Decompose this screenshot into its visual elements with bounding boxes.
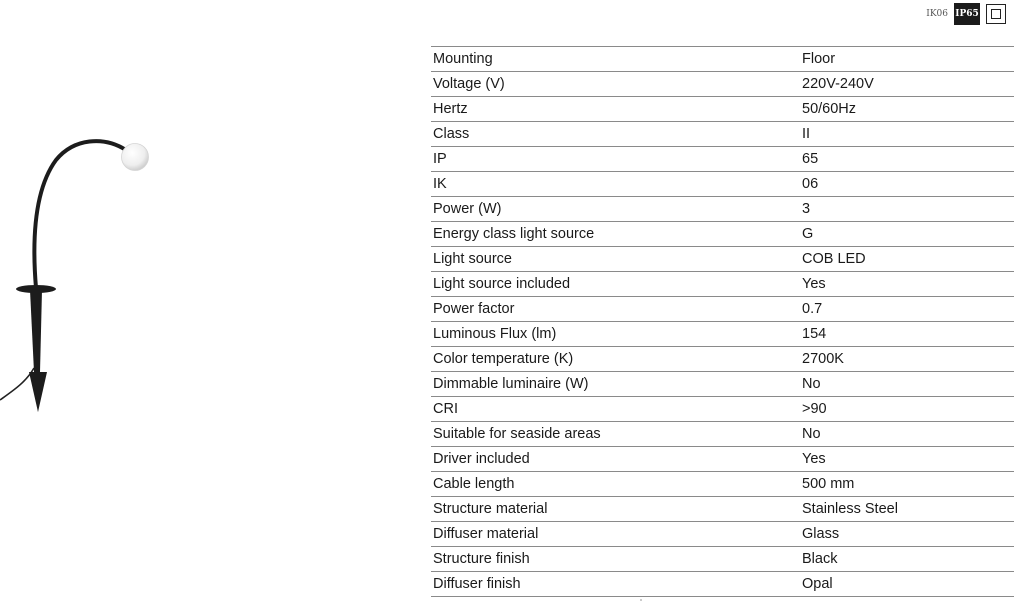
spec-label: Light source included [431,272,802,297]
spec-value: No [802,422,1014,447]
table-row [431,322,1014,347]
table-row [431,247,1014,272]
spec-label: CRI [431,397,802,422]
spec-label: Power factor [431,297,802,322]
spec-value: >90 [802,397,1014,422]
spec-label: Class [431,122,802,147]
table-row [431,372,1014,397]
spec-label: Diffuser finish [431,572,802,597]
spec-value: 50/60Hz [802,97,1014,122]
spec-value: Black [802,547,1014,572]
spec-label: Hertz [431,97,802,122]
certification-badges [926,3,1006,25]
table-row [431,197,1014,222]
spec-label: Dimmable luminaire (W) [431,372,802,397]
page-dot [640,599,642,601]
table-row [431,272,1014,297]
table-row [431,447,1014,472]
spec-label: Luminous Flux (lm) [431,322,802,347]
spec-value: 2700K [802,347,1014,372]
spec-value: II [802,122,1014,147]
table-row [431,497,1014,522]
spec-label: Structure finish [431,547,802,572]
table-row [431,397,1014,422]
spec-value: No [802,372,1014,397]
spec-value: 220V-240V [802,72,1014,97]
table-row [431,147,1014,172]
table-row [431,172,1014,197]
spec-label: Voltage (V) [431,72,802,97]
spec-value: Stainless Steel [802,497,1014,522]
spec-label: IK [431,172,802,197]
table-row [431,222,1014,247]
table-row [431,297,1014,322]
spec-value: 65 [802,147,1014,172]
spec-label: Energy class light source [431,222,802,247]
table-row [431,572,1014,597]
class-ii-icon [986,4,1006,24]
spec-value: Opal [802,572,1014,597]
ik-badge: IK06 [926,9,948,19]
spec-label: Cable length [431,472,802,497]
table-row [431,472,1014,497]
spec-value: Glass [802,522,1014,547]
spec-label: Structure material [431,497,802,522]
table-row [431,47,1014,72]
spec-value: 154 [802,322,1014,347]
table-row [431,547,1014,572]
spec-label: Power (W) [431,197,802,222]
lamp-image [0,120,170,420]
spec-value: 0.7 [802,297,1014,322]
table-row [431,522,1014,547]
spec-table [431,46,1014,597]
table-row [431,122,1014,147]
table-row [431,72,1014,97]
spec-label: IP [431,147,802,172]
spec-value: G [802,222,1014,247]
spec-value: Floor [802,47,1014,72]
spec-label: Diffuser material [431,522,802,547]
spec-label: Light source [431,247,802,272]
spec-value: COB LED [802,247,1014,272]
spec-label: Suitable for seaside areas [431,422,802,447]
spec-label: Color temperature (K) [431,347,802,372]
spec-value: 500 mm [802,472,1014,497]
spec-label: Driver included [431,447,802,472]
ip-badge: IP65 [954,3,980,25]
table-row [431,97,1014,122]
spec-label: Mounting [431,47,802,72]
spec-value: Yes [802,272,1014,297]
table-row [431,422,1014,447]
spec-value: 3 [802,197,1014,222]
spec-value: Yes [802,447,1014,472]
table-row [431,347,1014,372]
spec-value: 06 [802,172,1014,197]
